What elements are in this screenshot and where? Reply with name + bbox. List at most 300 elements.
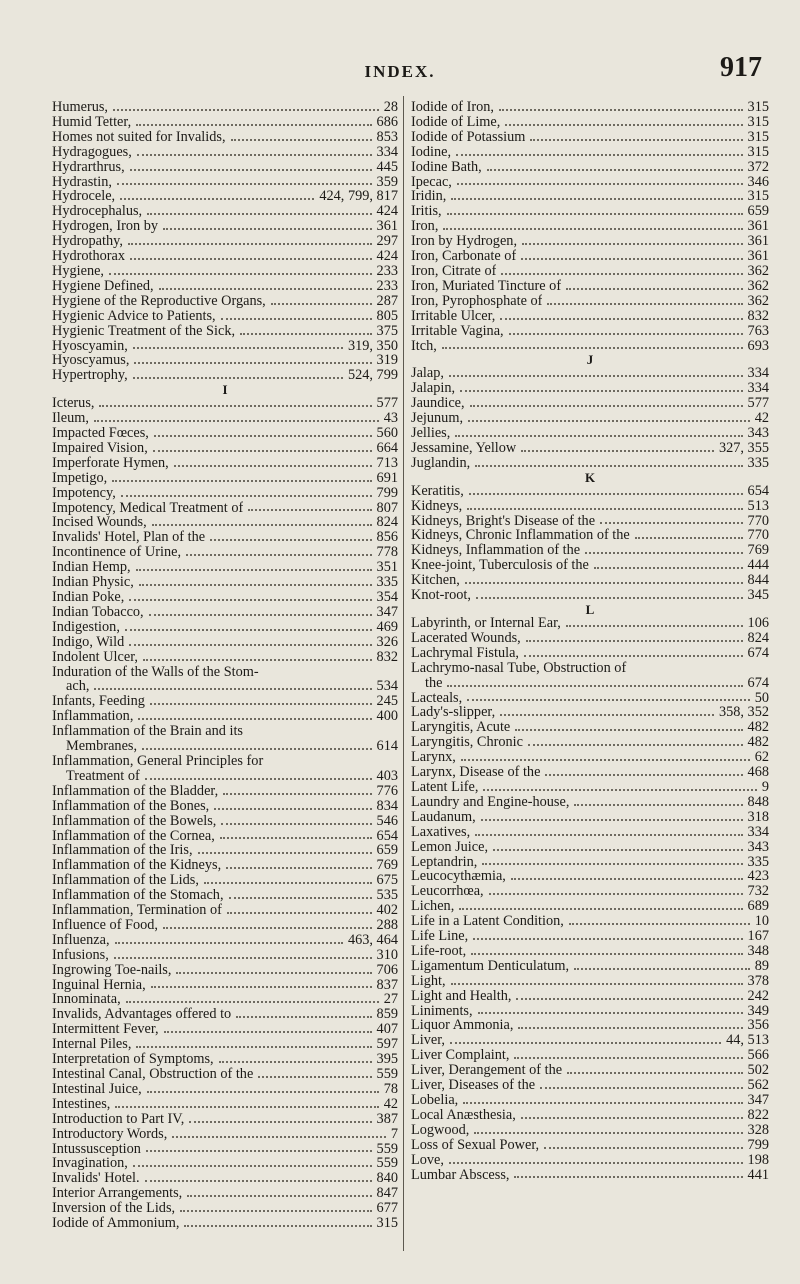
- index-entry: [411, 914, 769, 929]
- index-entry: [411, 840, 769, 855]
- index-entry: [52, 204, 398, 219]
- index-page-refs: 335: [376, 574, 398, 591]
- dot-leader: [128, 243, 372, 245]
- index-page-refs: 288: [376, 916, 398, 933]
- index-page-refs: 42: [754, 410, 769, 427]
- dot-leader: [442, 347, 743, 349]
- index-page-refs: 354: [376, 589, 398, 605]
- index-page-refs: 423: [747, 868, 769, 885]
- index-entry: [52, 1201, 398, 1216]
- index-term: Juglandin,: [411, 455, 471, 471]
- index-entry: [52, 992, 398, 1007]
- index-entry: [52, 294, 398, 309]
- index-entry: [52, 560, 398, 575]
- index-entry: [52, 858, 398, 873]
- dot-leader: [176, 972, 371, 974]
- dot-leader: [500, 318, 742, 320]
- index-entry: [52, 948, 398, 963]
- index-entry: [52, 1082, 398, 1097]
- index-page-refs: 691: [376, 469, 398, 486]
- index-entry: [411, 1018, 769, 1033]
- index-entry: [52, 219, 398, 234]
- index-term: Indian Poke,: [52, 590, 125, 605]
- index-entry: [411, 160, 769, 175]
- index-entry: [411, 573, 769, 588]
- index-term: Inflammation,: [52, 709, 134, 725]
- index-entry: [52, 1216, 398, 1231]
- index-term: Laxatives,: [411, 824, 471, 840]
- index-page-refs: 27: [383, 991, 398, 1008]
- dot-leader: [471, 953, 742, 955]
- index-entry: [52, 1156, 398, 1171]
- index-term: Life-root,: [411, 943, 467, 959]
- index-entry: [411, 543, 769, 558]
- index-entry: [52, 784, 398, 799]
- index-term: Infusions,: [52, 947, 109, 963]
- index-term: Jalap,: [411, 366, 444, 382]
- index-page-refs: 824: [747, 629, 769, 646]
- index-entry: [411, 810, 769, 825]
- index-term: Hygienic Treatment of the Sick,: [52, 323, 236, 339]
- dot-leader: [187, 1195, 371, 1197]
- index-page-refs: 566: [747, 1047, 769, 1064]
- index-page-refs: 328: [747, 1121, 769, 1138]
- dot-leader: [475, 465, 742, 467]
- index-entry: [411, 441, 769, 456]
- left-column: [52, 100, 398, 1264]
- index-entry: [52, 100, 398, 115]
- index-term: Iron,: [411, 219, 439, 235]
- index-page-refs: 577: [747, 395, 769, 412]
- dot-leader: [198, 852, 372, 854]
- dot-leader: [163, 228, 372, 230]
- index-term: Lumbar Abscess,: [411, 1167, 510, 1183]
- dot-leader: [136, 569, 372, 571]
- index-entry: [52, 1127, 398, 1142]
- index-term: Jellies,: [411, 426, 451, 441]
- index-entry: [52, 769, 398, 784]
- index-term: Hydrothorax: [52, 249, 126, 264]
- index-entry: [411, 264, 769, 279]
- index-entry: [52, 175, 398, 190]
- index-term: Interpretation of Symptoms,: [52, 1052, 214, 1067]
- index-term: Itch,: [411, 338, 437, 354]
- section-letter: J: [586, 352, 594, 368]
- index-page-refs: 834: [376, 797, 398, 814]
- index-entry: [52, 590, 398, 605]
- index-page-refs: 859: [376, 1006, 398, 1023]
- index-page-refs: 375: [376, 322, 398, 339]
- index-entry: [52, 635, 398, 650]
- index-term: Indigestion,: [52, 619, 120, 635]
- index-term: Life in a Latent Condition,: [411, 914, 564, 930]
- dot-leader: [189, 1121, 371, 1123]
- index-entry: [411, 869, 769, 884]
- index-term: Laryngitis, Acute: [411, 720, 511, 736]
- index-page-refs: 441: [747, 1166, 769, 1183]
- index-entry: [52, 575, 398, 590]
- dot-leader: [164, 1031, 372, 1033]
- dot-leader: [210, 539, 371, 541]
- index-page-refs: 198: [747, 1151, 769, 1168]
- index-page-refs: 840: [376, 1170, 398, 1187]
- index-entry: [411, 499, 769, 514]
- index-page-refs: 50: [754, 689, 769, 706]
- dot-leader: [540, 1087, 742, 1089]
- dot-leader: [443, 228, 742, 230]
- index-page-refs: 770: [747, 527, 769, 544]
- dot-leader: [463, 1102, 742, 1104]
- index-term: Iron, Pyrophosphate of: [411, 293, 543, 309]
- dot-leader: [482, 863, 742, 865]
- index-term: Iodine,: [411, 144, 452, 160]
- index-entry: [52, 739, 398, 754]
- index-term: ach,: [66, 679, 90, 695]
- index-term: Interior Arrangements,: [52, 1186, 183, 1202]
- index-page-refs: 233: [376, 277, 398, 294]
- dot-leader: [456, 154, 742, 156]
- dot-leader: [114, 957, 372, 959]
- index-page-refs: 359: [376, 173, 398, 190]
- index-term: Iodide of Potassium: [411, 129, 526, 145]
- index-page-refs: 347: [747, 1092, 769, 1108]
- section-letter: K: [584, 469, 596, 485]
- index-entry: [52, 1007, 398, 1022]
- index-term: Ingrowing Toe-nails,: [52, 962, 172, 978]
- index-term: Leptandrin,: [411, 854, 478, 870]
- index-term: Introduction to Part IV,: [52, 1111, 185, 1127]
- dot-leader: [473, 938, 742, 940]
- index-entry: [52, 873, 398, 888]
- index-entry: [52, 411, 398, 426]
- index-entry: [411, 1093, 769, 1108]
- dot-leader: [129, 644, 371, 646]
- index-entry: [411, 528, 769, 543]
- index-term: Liver,: [411, 1033, 445, 1049]
- index-entry: [411, 1168, 769, 1183]
- index-term: Hygiene Defined,: [52, 278, 154, 294]
- index-entry: [411, 691, 769, 706]
- index-page-refs: 335: [747, 853, 769, 870]
- dot-leader: [566, 288, 742, 290]
- index-page-refs: 686: [376, 113, 398, 130]
- index-page-refs: 654: [376, 827, 398, 844]
- dot-leader: [457, 183, 743, 185]
- index-entry: [52, 933, 398, 948]
- dot-leader: [221, 318, 372, 320]
- index-page-refs: 315: [747, 143, 769, 160]
- index-term: Incontinence of Urine,: [52, 545, 182, 561]
- dot-leader: [509, 333, 743, 335]
- index-entry: [52, 620, 398, 635]
- dot-leader: [544, 1147, 742, 1149]
- index-page-refs: 463, 464: [347, 931, 398, 948]
- index-page-refs: 42: [383, 1095, 398, 1112]
- index-term: Iron, Carbonate of: [411, 249, 517, 264]
- index-term: Iron, Citrate of: [411, 263, 497, 279]
- dot-leader: [154, 435, 372, 437]
- index-page-refs: 482: [747, 734, 769, 751]
- dot-leader: [120, 198, 314, 200]
- index-page-refs: 844: [747, 572, 769, 589]
- index-term: Iron by Hydrogen,: [411, 234, 518, 250]
- index-page-refs: 713: [376, 454, 398, 471]
- dot-leader: [516, 998, 742, 1000]
- index-entry: [52, 978, 398, 993]
- index-entry: [52, 1022, 398, 1037]
- dot-leader: [146, 1150, 372, 1152]
- index-term: Ligamentum Denticulatum,: [411, 958, 570, 974]
- dot-leader: [449, 375, 743, 377]
- index-term: Ipecac,: [411, 174, 452, 190]
- index-term: Liquor Ammonia,: [411, 1018, 514, 1034]
- dot-leader: [139, 584, 372, 586]
- index-entry: [52, 1142, 398, 1157]
- index-term: Iodide of Iron,: [411, 100, 494, 115]
- index-term: Indian Tobacco,: [52, 604, 144, 620]
- index-term: Laundry and Engine-house,: [411, 794, 570, 810]
- index-page-refs: 326: [376, 633, 398, 650]
- index-term: Influence of Food,: [52, 917, 159, 933]
- index-term: Inversion of the Lids,: [52, 1201, 176, 1217]
- index-page-refs: 535: [376, 887, 398, 904]
- index-entry: [411, 750, 769, 765]
- index-term: Internal Piles,: [52, 1037, 132, 1053]
- index-entry-line: Inflammation, General Principles for: [52, 752, 264, 769]
- index-entry: [411, 929, 769, 944]
- index-page-refs: 524, 799: [347, 367, 398, 384]
- index-term: Inguinal Hernia,: [52, 977, 146, 993]
- index-page-refs: 482: [747, 719, 769, 736]
- index-entry: [411, 974, 769, 989]
- index-page-refs: 310: [376, 946, 398, 963]
- index-term: Innominata,: [52, 992, 121, 1008]
- index-entry: [411, 884, 769, 899]
- index-entry: [411, 456, 769, 471]
- index-term: Lemon Juice,: [411, 839, 489, 855]
- index-page-refs: 10: [754, 913, 769, 930]
- index-term: Iridin,: [411, 189, 447, 205]
- index-term: Membranes,: [66, 739, 138, 754]
- index-entry-line: Induration of the Walls of the Stom-: [52, 663, 259, 680]
- index-entry: [411, 705, 769, 720]
- index-page-refs: 78: [383, 1080, 398, 1097]
- index-page-refs: 778: [376, 544, 398, 561]
- index-term: Labyrinth, or Internal Ear,: [411, 616, 561, 631]
- index-page-refs: 559: [376, 1155, 398, 1172]
- index-term: Impetigo,: [52, 470, 108, 486]
- index-entry: [411, 339, 769, 354]
- index-entry: [411, 411, 769, 426]
- index-page-refs: 407: [376, 1021, 398, 1038]
- dot-leader: [500, 714, 714, 716]
- index-entry: [411, 588, 769, 603]
- index-page-refs: 424: [376, 203, 398, 220]
- index-page-refs: 334: [747, 380, 769, 397]
- dot-leader: [149, 614, 372, 616]
- index-entry: [52, 1097, 398, 1112]
- dot-leader: [115, 1106, 378, 1108]
- dot-leader: [505, 124, 742, 126]
- index-entry: [52, 918, 398, 933]
- index-page-refs: 233: [376, 262, 398, 279]
- index-page-refs: 167: [747, 928, 769, 945]
- index-term: Intestinal Canal, Obstruction of the: [52, 1067, 254, 1082]
- index-term: Light,: [411, 973, 446, 989]
- index-entry: [52, 456, 398, 471]
- index-term: Indian Hemp,: [52, 560, 131, 576]
- index-term: Intussusception: [52, 1141, 141, 1157]
- index-page-refs: 659: [747, 203, 769, 220]
- index-term: Irritable Ulcer,: [411, 308, 496, 324]
- dot-leader: [461, 759, 750, 761]
- dot-leader: [499, 109, 743, 111]
- dot-leader: [236, 1016, 371, 1018]
- index-entry: [52, 1186, 398, 1201]
- index-page-refs: 362: [747, 277, 769, 294]
- index-term: Lobelia,: [411, 1093, 459, 1108]
- index-page-refs: 361: [747, 233, 769, 250]
- index-entry: [411, 426, 769, 441]
- dot-leader: [514, 1057, 742, 1059]
- index-term: Indian Physic,: [52, 575, 134, 590]
- dot-leader: [133, 1165, 372, 1167]
- index-term: Hydrocephalus,: [52, 204, 143, 220]
- index-page-refs: 28: [383, 100, 398, 115]
- index-page-refs: 297: [376, 233, 398, 250]
- index-entry: [52, 115, 398, 130]
- index-entry: [52, 530, 398, 545]
- index-page-refs: 559: [376, 1140, 398, 1157]
- dot-leader: [467, 508, 742, 510]
- index-term: Larynx, Disease of the: [411, 765, 541, 780]
- dot-leader: [585, 552, 742, 554]
- dot-leader: [184, 1225, 371, 1227]
- dot-leader: [147, 1091, 379, 1093]
- index-term: Leucocythæmia,: [411, 869, 506, 885]
- index-page-refs: 848: [747, 793, 769, 810]
- dot-leader: [94, 688, 371, 690]
- dot-leader: [229, 897, 372, 899]
- index-page-refs: 347: [376, 603, 398, 620]
- dot-leader: [174, 465, 372, 467]
- index-page-refs: 444: [747, 557, 769, 574]
- index-entry: [411, 855, 769, 870]
- index-page-refs: 315: [747, 188, 769, 205]
- index-term: Hydragogues,: [52, 144, 132, 160]
- dot-leader: [459, 908, 742, 910]
- dot-leader: [231, 139, 372, 141]
- index-page-refs: 763: [747, 322, 769, 339]
- index-page-refs: 395: [376, 1051, 398, 1068]
- index-page-refs: 706: [376, 961, 398, 978]
- index-page-refs: 387: [376, 1110, 398, 1127]
- index-page-refs: 654: [747, 482, 769, 499]
- index-entry: [52, 471, 398, 486]
- index-term: Hypertrophy,: [52, 368, 128, 384]
- index-term: Iritis,: [411, 204, 442, 220]
- index-term: Invalids' Hotel, Plan of the: [52, 530, 206, 546]
- index-page-refs: 822: [747, 1106, 769, 1123]
- dot-leader: [455, 435, 742, 437]
- dot-leader: [221, 823, 371, 825]
- index-page-refs: 356: [747, 1017, 769, 1034]
- index-page-refs: 659: [376, 842, 398, 859]
- index-term: Inflammation of the Iris,: [52, 843, 193, 859]
- index-entry: [411, 175, 769, 190]
- index-entry: [411, 1033, 769, 1048]
- index-entry: [411, 115, 769, 130]
- index-page-refs: 562: [747, 1077, 769, 1094]
- dot-leader: [112, 480, 371, 482]
- running-title: INDEX.: [364, 62, 436, 81]
- index-term: Lacteals,: [411, 690, 463, 706]
- dot-leader: [163, 927, 372, 929]
- index-page-refs: 43: [383, 410, 398, 427]
- index-entry: [52, 426, 398, 441]
- index-term: Knee-joint, Tuberculosis of the: [411, 558, 589, 574]
- dot-leader: [142, 748, 371, 750]
- index-term: Hyoscyamus,: [52, 353, 130, 369]
- dot-leader: [469, 493, 743, 495]
- index-page-refs: 362: [747, 262, 769, 279]
- index-page-refs: 597: [376, 1036, 398, 1053]
- dot-leader: [465, 582, 743, 584]
- index-term: Intestines,: [52, 1096, 111, 1112]
- index-page-refs: 769: [376, 857, 398, 874]
- index-entry: [411, 249, 769, 264]
- index-page-refs: 513: [747, 497, 769, 514]
- index-page-refs: 445: [376, 158, 398, 175]
- dot-leader: [600, 522, 743, 524]
- index-term: Iodine Bath,: [411, 159, 482, 175]
- index-page-refs: 349: [747, 1002, 769, 1019]
- index-page-refs: 799: [376, 484, 398, 501]
- index-page-refs: 693: [747, 337, 769, 354]
- index-term: Iodide of Ammonium,: [52, 1216, 180, 1231]
- index-page-refs: 577: [376, 395, 398, 412]
- dot-leader: [447, 685, 742, 687]
- index-term: Inflammation of the Cornea,: [52, 828, 215, 844]
- index-entry-line: Lachrymo-nasal Tube, Obstruction of: [411, 659, 627, 676]
- index-entry: [52, 279, 398, 294]
- index-entry: [411, 100, 769, 115]
- index-term: Incised Wounds,: [52, 515, 147, 531]
- index-entry: [411, 795, 769, 810]
- index-page-refs: 7: [390, 1125, 398, 1142]
- index-term: Hygienic Advice to Patients,: [52, 308, 216, 324]
- index-entry: [52, 1171, 398, 1186]
- index-term: Kidneys, Inflammation of the: [411, 543, 581, 559]
- index-entry: [52, 829, 398, 844]
- index-term: Hydropathy,: [52, 234, 123, 250]
- index-entry: [52, 1112, 398, 1127]
- index-term: Inflammation of the Kidneys,: [52, 858, 222, 874]
- dot-leader: [219, 1061, 372, 1063]
- index-entry: [411, 204, 769, 219]
- index-page-refs: 361: [747, 218, 769, 235]
- index-term: Invalids, Advantages offered to: [52, 1007, 232, 1023]
- index-term: Invagination,: [52, 1156, 128, 1172]
- dot-leader: [470, 405, 743, 407]
- index-entry: [52, 309, 398, 324]
- dot-leader: [172, 1136, 386, 1138]
- index-page-refs: 242: [747, 987, 769, 1004]
- index-entry: [52, 1067, 398, 1082]
- index-entry: [411, 780, 769, 795]
- index-term: Treatment of: [66, 768, 140, 784]
- dot-leader: [159, 288, 372, 290]
